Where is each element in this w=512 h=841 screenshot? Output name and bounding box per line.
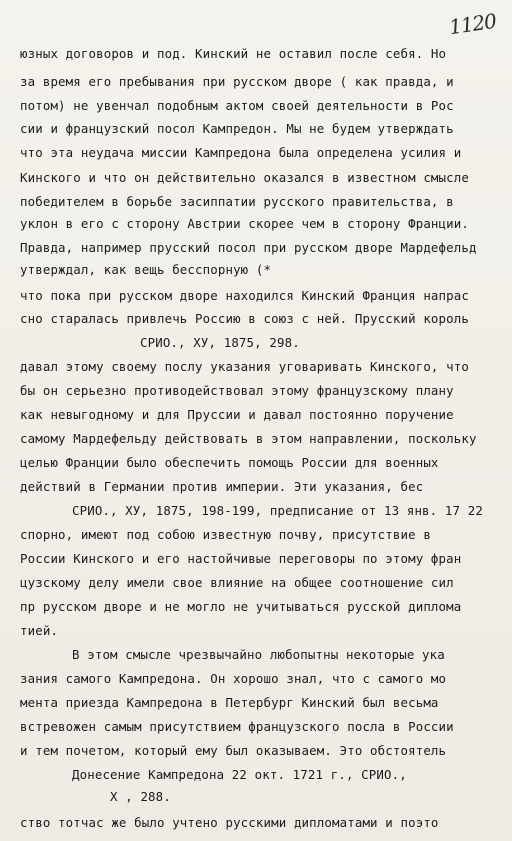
text-line: действий в Германии против империи. Эти указания, бес bbox=[20, 479, 424, 494]
footnote-reference: Донесение Кампредона 22 окт. 1721 г., СРИО., bbox=[72, 767, 407, 782]
text-line: что эта неудача миссии Кампредона была определена усилия и bbox=[20, 145, 462, 160]
text-line: спорно, имеют под собою известную почву, присутствие в bbox=[20, 527, 431, 542]
text-line: мента приезда Кампредона в Петербург Кинский был весьма bbox=[20, 695, 439, 710]
paragraph-start: В этом смысле чрезвычайно любопытны некоторые ука bbox=[72, 647, 445, 662]
text-line: юзных договоров и под. Кинский не оставил после себя. Но bbox=[20, 46, 447, 61]
footnote-reference: СРИО., ХУ, 1875, 198-199, предписание от 13 янв. 17 22 bbox=[72, 503, 483, 518]
text-line: потом) не увенчал подобным актом своей деятельности в Рос bbox=[20, 98, 454, 113]
text-line: ство тотчас же было учтено русскими дипломатами и поэто bbox=[20, 815, 439, 830]
text-line: Правда, например прусский посол при русском дворе Мардефельд bbox=[20, 240, 477, 255]
text-line: утверждал, как вещь бесспорную (* bbox=[20, 262, 272, 277]
text-line: России Кинского и его настойчивые переговоры по этому фран bbox=[20, 551, 462, 566]
text-line: уклон в его с сторону Австрии скорее чем в сторону Франции. bbox=[20, 216, 469, 231]
text-line: что пока при русском дворе находился Кинский Франция напрас bbox=[20, 288, 469, 303]
text-line: сно старалась привлечь Россию в союз с ней. Прусский король bbox=[20, 311, 469, 326]
text-line: самому Мардефельду действовать в этом направлении, поскольку bbox=[20, 431, 477, 446]
text-line: целью Франции было обеспечить помощь России для военных bbox=[20, 455, 439, 470]
text-line: бы он серьезно противодействовал этому французскому плану bbox=[20, 383, 454, 398]
text-line: и тем почетом, который ему был оказываем. Это обстоятель bbox=[20, 743, 447, 758]
footnote-reference: СРИО., ХУ, 1875, 298. bbox=[140, 335, 300, 350]
text-line: Кинского и что он действительно оказался в известном смысле bbox=[20, 170, 469, 185]
text-line: сии и французский посол Кампредон. Мы не будем утверждать bbox=[20, 121, 454, 136]
page-number: 1120 bbox=[447, 8, 498, 40]
text-line: победителем в борьбе засиппатии русского правительства, в bbox=[20, 194, 454, 209]
footnote-reference: Х , 288. bbox=[110, 789, 171, 804]
text-line: встревожен самым присутствием французского посла в России bbox=[20, 719, 454, 734]
text-line: зания самого Кампредона. Он хорошо знал, что с самого мо bbox=[20, 671, 447, 686]
text-line: как невыгодному и для Пруссии и давал постоянно поручение bbox=[20, 407, 454, 422]
text-line: тией. bbox=[20, 623, 59, 638]
text-line: давал этому своему послу указания уговаривать Кинского, что bbox=[20, 359, 469, 374]
text-line: за время его пребывания при русском дворе ( как правда, и bbox=[20, 74, 454, 89]
text-line: пр русском дворе и не могло не учитываться русской диплома bbox=[20, 599, 462, 614]
text-line: цузскому делу имели свое влияние на общее соотношение сил bbox=[20, 575, 454, 590]
